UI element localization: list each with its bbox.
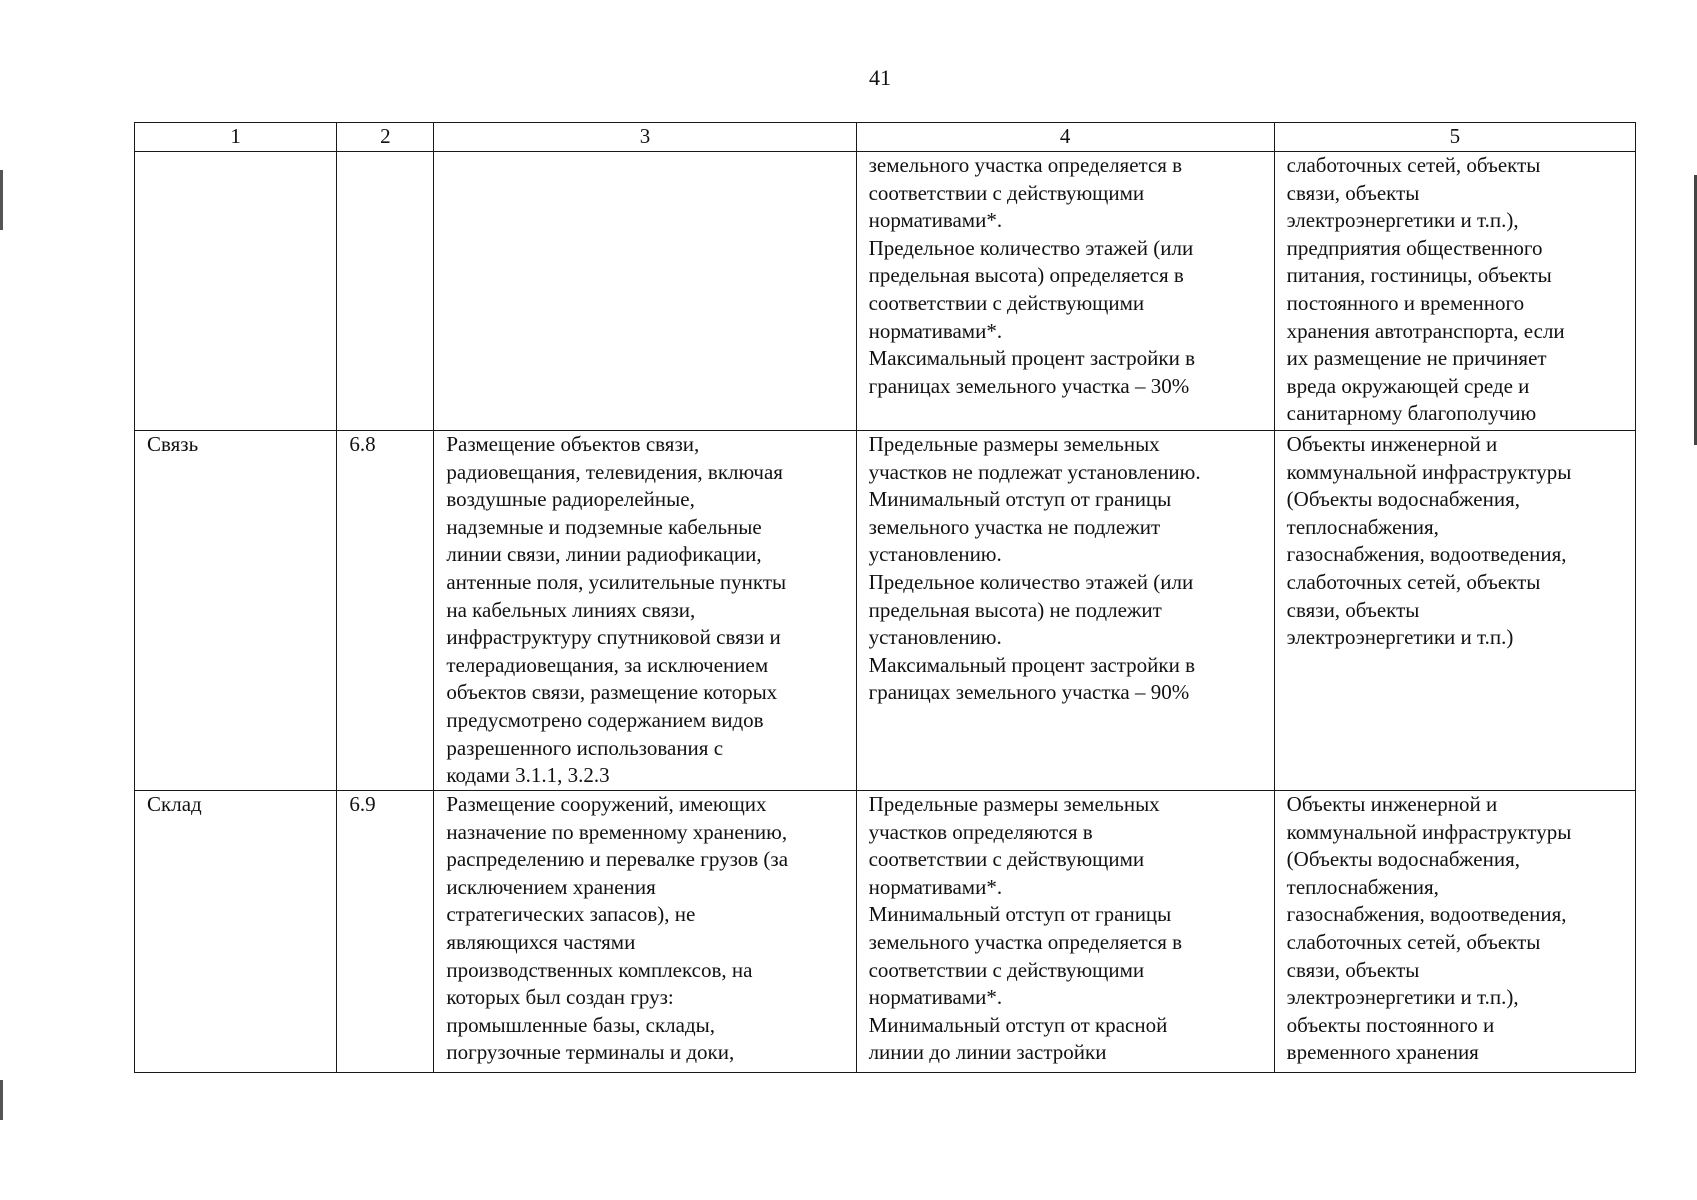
cell-auxiliary-uses: слаботочных сетей, объекты связи, объекты электроэнергетики и т.п.), предприятия общественного питания, гостиницы, объекты постоянного и временного хранения автотранспорта, если их размещение не причиняет вреда окружающей среде и санитарному благополучию — [1274, 152, 1635, 431]
cell-use-code: 6.8 — [337, 431, 434, 791]
cell-parameters: Предельные размеры земельных участков определяются в соответствии с действующими нормативами*. Минимальный отступ от границы земельного участка определяется в соответствии с действующими нормативами*. Минимальный отступ от красной линии до линии застройки — [856, 791, 1274, 1073]
cell-use-description — [434, 152, 856, 431]
column-header-2: 2 — [337, 123, 434, 152]
table-row-sklad — [135, 791, 1636, 1073]
column-header-1: 1 — [135, 123, 337, 152]
scan-margin-mark — [0, 1080, 3, 1120]
cell-auxiliary-uses: Объекты инженерной и коммунальной инфраструктуры (Объекты водоснабжения, теплоснабжения, газоснабжения, водоотведения, слаботочных сетей, объекты связи, объекты электроэнергетики и т.п.) — [1274, 431, 1635, 791]
cell-use-description: Размещение сооружений, имеющих назначение по временному хранению, распределению и перевалке грузов (за исключением хранения стратегических запасов), не являющихся частями производственных комплексов, на которых был создан груз: промышленные базы, склады, погрузочные терминалы и доки, — [434, 791, 856, 1073]
cell-use-code: 6.9 — [337, 791, 434, 1073]
cell-use-description: Размещение объектов связи, радиовещания, телевидения, включая воздушные радиорелейные, надземные и подземные кабельные линии связи, линии радиофикации, антенные поля, усилительные пункты на кабельных линиях связи, инфраструктуру спутниковой связи и телерадиовещания, за исключением объектов связи, размещение которых предусмотрено содержанием видов разрешенного использования с кодами 3.1.1, 3.2.3 — [434, 431, 856, 791]
cell-use-name — [135, 152, 337, 431]
table-row-continued — [135, 152, 1636, 431]
cell-auxiliary-uses: Объекты инженерной и коммунальной инфраструктуры (Объекты водоснабжения, теплоснабжения, газоснабжения, водоотведения, слаботочных сетей, объекты связи, объекты электроэнергетики и т.п.), объекты постоянного и временного хранения — [1274, 791, 1635, 1073]
cell-use-name: Связь — [135, 431, 337, 791]
cell-use-code — [337, 152, 434, 431]
cell-parameters: земельного участка определяется в соответствии с действующими нормативами*. Предельное количество этажей (или предельная высота) определяется в соответствии с действующими нормативами*. Максимальный процент застройки в границах земельного участка – 30% — [856, 152, 1274, 431]
column-header-4: 4 — [856, 123, 1274, 152]
cell-parameters: Предельные размеры земельных участков не подлежат установлению. Минимальный отступ от границы земельного участка не подлежит установлению. Предельное количество этажей (или предельная высота) не подлежит установлению. Максимальный процент застройки в границах земельного участка – 90% — [856, 431, 1274, 791]
scan-margin-mark — [0, 170, 3, 230]
column-header-5: 5 — [1274, 123, 1635, 152]
table-header-row — [135, 123, 1636, 152]
table-row-svyaz — [135, 431, 1636, 791]
cell-use-name: Склад — [135, 791, 337, 1073]
land-use-table — [134, 122, 1636, 1073]
column-header-3: 3 — [434, 123, 856, 152]
page-number: 41 — [869, 65, 891, 90]
